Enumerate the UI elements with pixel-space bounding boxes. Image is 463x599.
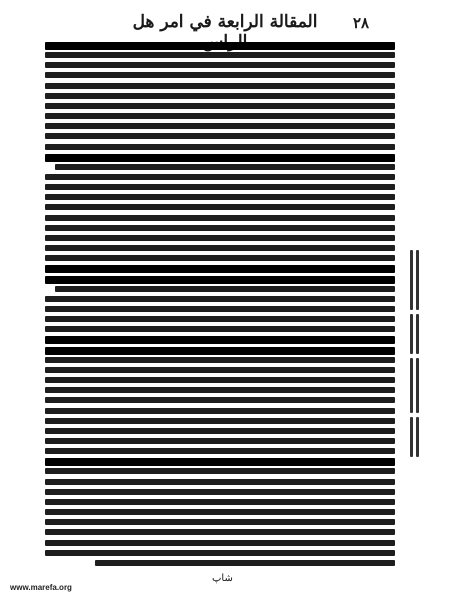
page-number: ٢٨	[353, 14, 370, 32]
text-line	[45, 499, 395, 505]
text-line	[45, 265, 395, 273]
text-line	[45, 418, 395, 424]
text-line	[45, 438, 395, 444]
text-line	[45, 357, 395, 363]
text-line	[45, 245, 395, 251]
text-line	[45, 468, 395, 474]
text-line	[45, 377, 395, 383]
text-line	[45, 397, 395, 403]
annotation-line	[416, 250, 419, 310]
text-line	[55, 164, 395, 170]
page-header	[95, 10, 395, 38]
text-line	[45, 316, 395, 322]
text-line	[45, 204, 395, 210]
text-line	[95, 560, 395, 566]
text-line	[45, 408, 395, 414]
text-line	[45, 336, 395, 344]
annotation-line	[410, 250, 413, 310]
text-line	[45, 42, 395, 50]
text-line	[45, 509, 395, 515]
text-line	[45, 225, 395, 231]
text-line	[55, 286, 395, 292]
annotation-line	[410, 314, 413, 354]
annotation-line	[416, 358, 419, 413]
text-line	[45, 52, 395, 58]
text-line	[45, 184, 395, 190]
text-line	[45, 174, 395, 180]
text-line	[45, 83, 395, 89]
text-line	[45, 133, 395, 139]
text-line	[45, 489, 395, 495]
text-line	[45, 387, 395, 393]
text-line	[45, 113, 395, 119]
text-line	[45, 296, 395, 302]
text-line	[45, 347, 395, 355]
text-line	[45, 123, 395, 129]
annotation-line	[416, 314, 419, 354]
text-line	[45, 448, 395, 454]
text-line	[45, 540, 395, 546]
text-line	[45, 103, 395, 109]
text-line	[45, 326, 395, 332]
page-title: المقالة الرابعة في امر هل	[132, 12, 318, 32]
text-line	[45, 194, 395, 200]
text-line	[45, 72, 395, 78]
text-line	[45, 215, 395, 221]
annotation-line	[410, 417, 413, 457]
text-line	[45, 255, 395, 261]
text-line	[45, 276, 395, 284]
text-line	[45, 519, 395, 525]
annotation-line	[410, 358, 413, 413]
text-line	[45, 367, 395, 373]
text-line	[45, 529, 395, 535]
text-line	[45, 306, 395, 312]
arabic-text-body	[45, 40, 395, 568]
text-line	[45, 144, 395, 150]
text-line	[45, 154, 395, 162]
text-line	[45, 458, 395, 466]
margin-annotation	[402, 250, 424, 460]
annotation-line	[416, 417, 419, 457]
text-line	[45, 428, 395, 434]
footer-mark: شاپ	[212, 573, 233, 584]
text-line	[45, 62, 395, 68]
text-line	[45, 93, 395, 99]
text-line	[45, 235, 395, 241]
text-line	[45, 550, 395, 556]
text-line	[45, 479, 395, 485]
source-watermark: www.marefa.org	[10, 583, 72, 592]
